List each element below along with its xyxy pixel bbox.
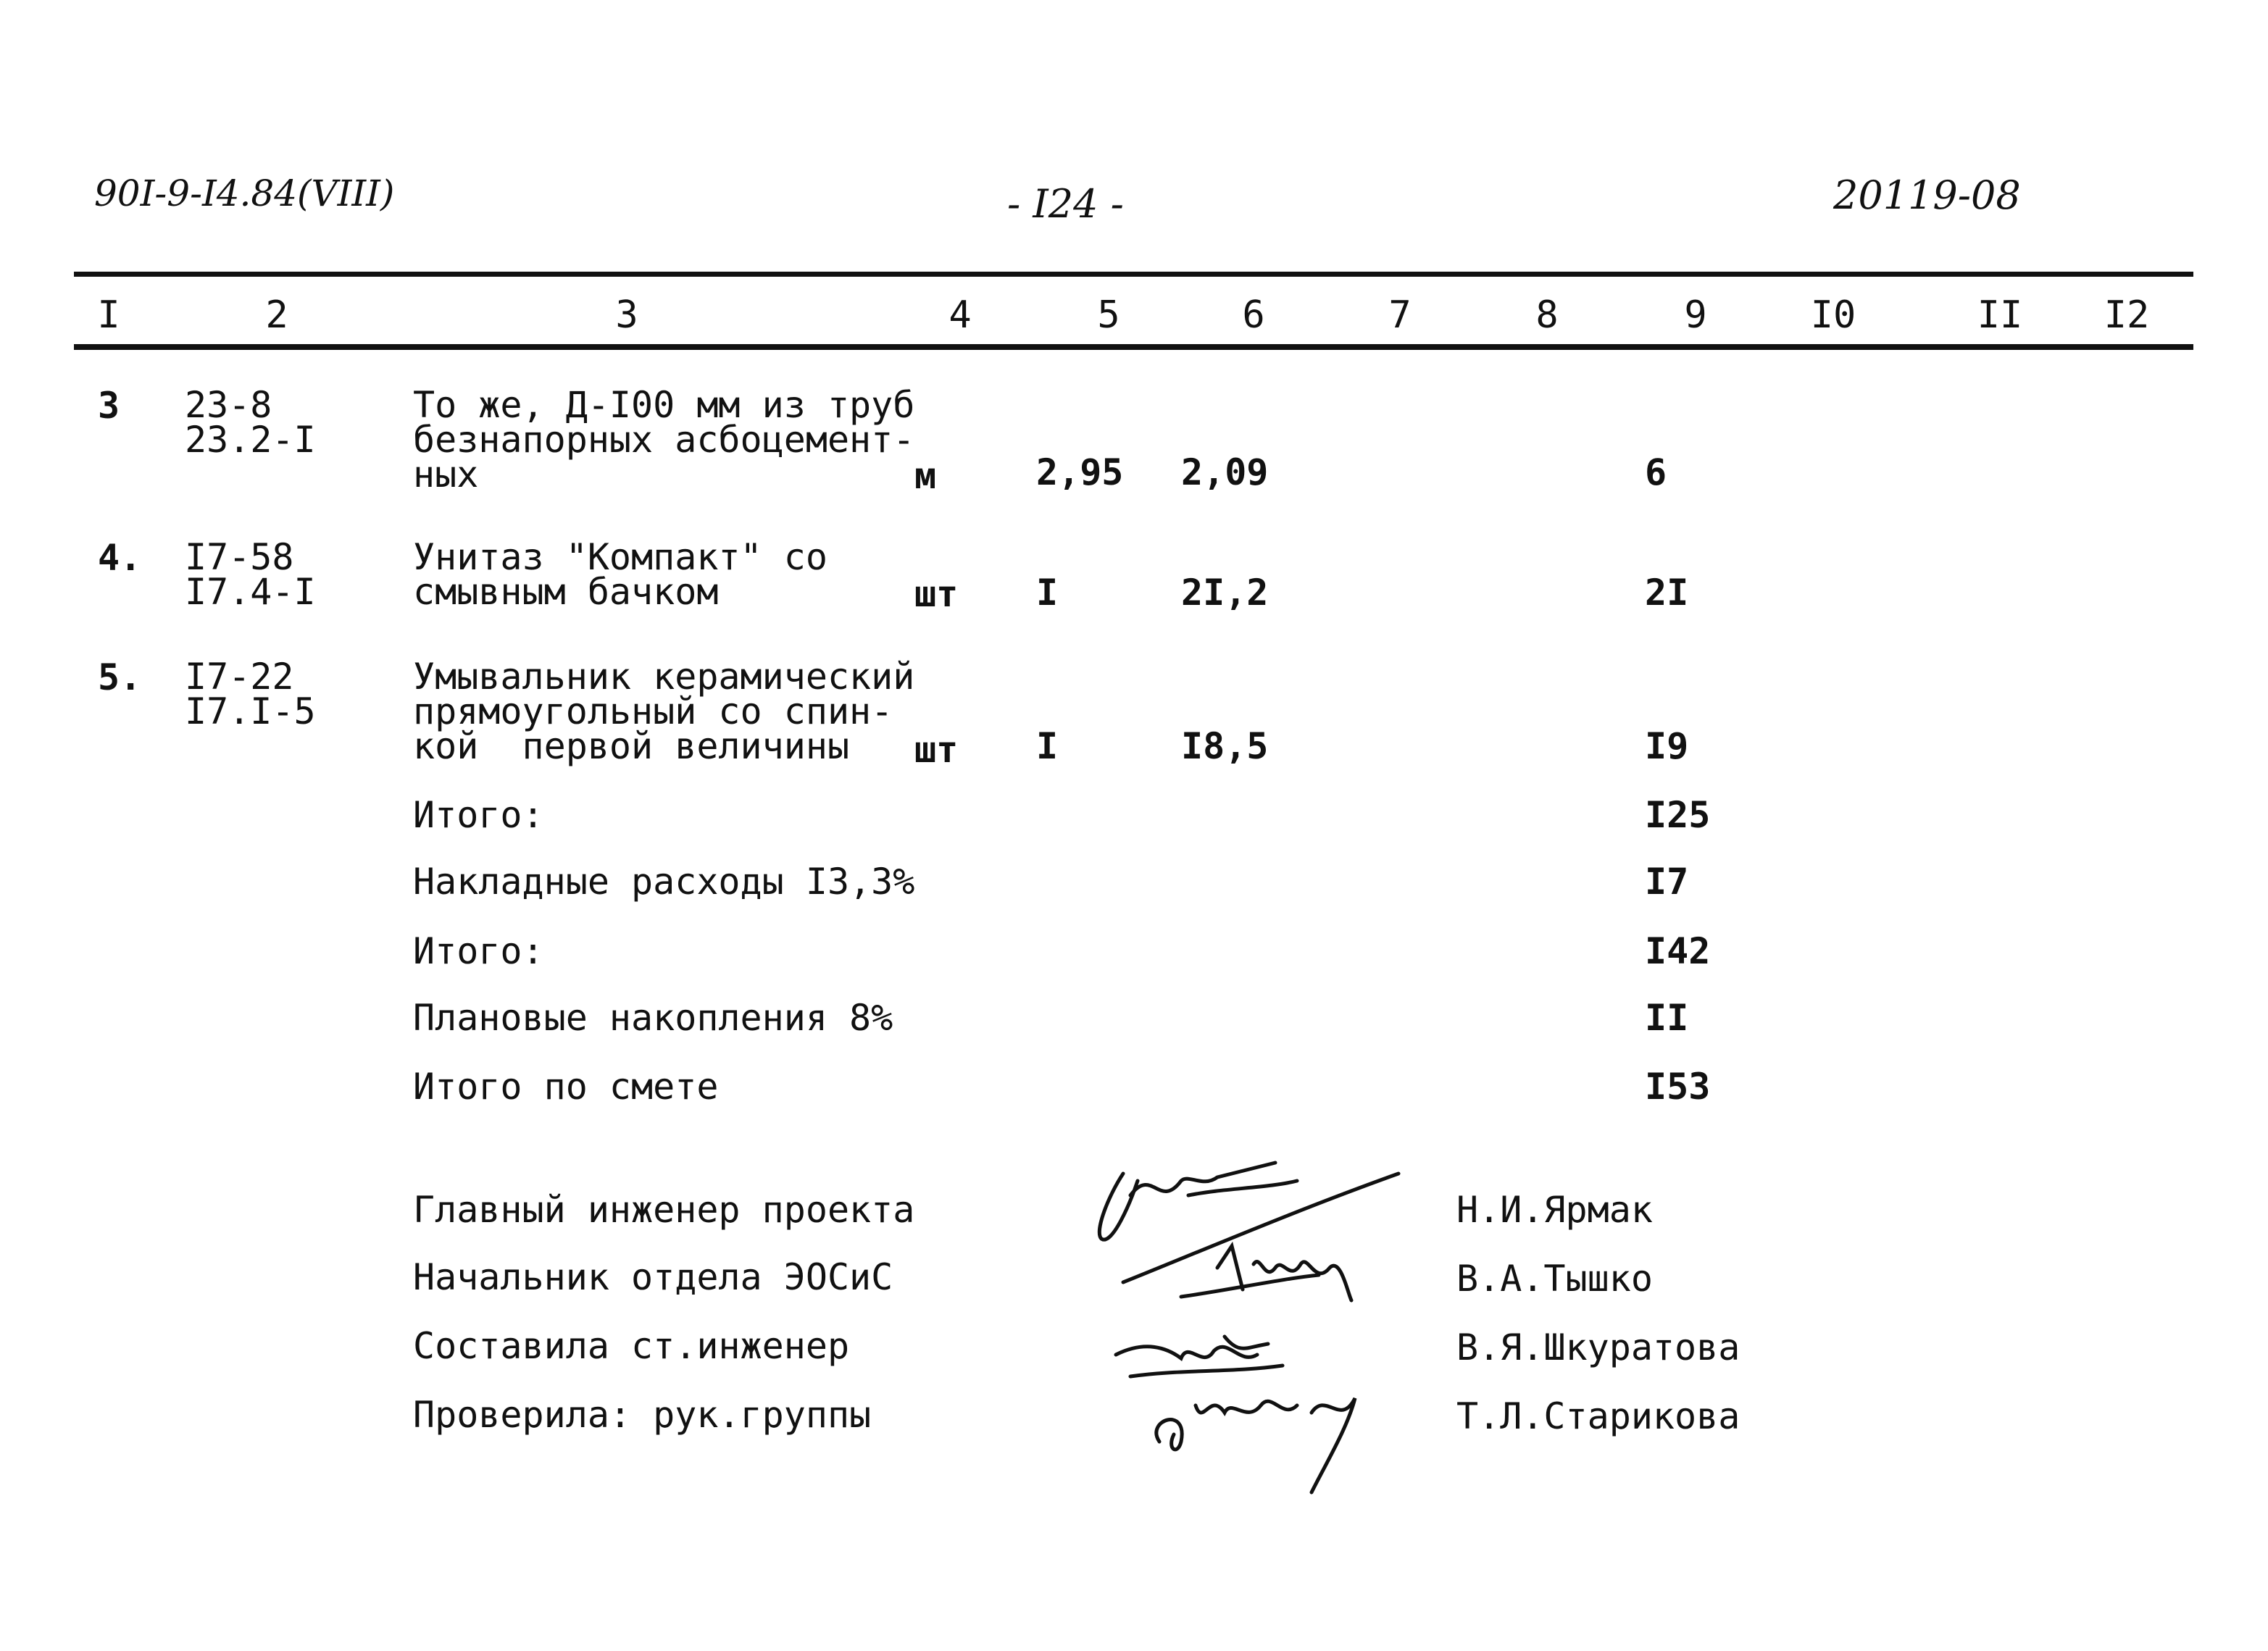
document-code: 90I-9-I4.84(VIII) [94, 172, 395, 214]
inventory-code: 20119-08 [1833, 172, 2021, 218]
row-unit: м [914, 455, 937, 497]
summary-value: II [1645, 997, 1689, 1039]
signatory-role: Главный инженер проекта [413, 1189, 915, 1231]
summary-label: Накладные расходы I3,3% [413, 861, 915, 903]
row-quantity: I [1036, 572, 1059, 614]
column-header-8: 8 [1535, 293, 1559, 337]
row-total: 2I [1645, 572, 1689, 614]
table-top-rule [74, 272, 2193, 277]
row-description: Унитаз "Компакт" со смывным бачком [413, 536, 827, 613]
row-quantity: 2,95 [1036, 451, 1124, 493]
row-unit: шт [914, 573, 959, 615]
row-total: I9 [1645, 725, 1689, 767]
summary-label: Плановые накопления 8% [413, 997, 893, 1039]
row-price: 2I,2 [1181, 572, 1269, 614]
row-price: I8,5 [1181, 725, 1269, 767]
column-header-2: 2 [265, 293, 288, 337]
row-description: То же, Д-I00 мм из труб безнапорных асбоцемент- ных [413, 384, 915, 496]
column-header-4: 4 [949, 293, 972, 337]
row-price: 2,09 [1181, 451, 1269, 493]
summary-value: I7 [1645, 861, 1689, 903]
column-header-11: II [1977, 293, 2023, 337]
row-number: 4. [98, 537, 142, 579]
row-total: 6 [1645, 451, 1667, 493]
signatory-name: В.А.Тышко [1456, 1258, 1653, 1300]
signature-department-head [1174, 1224, 1449, 1311]
column-header-6: 6 [1242, 293, 1265, 337]
row-unit: шт [914, 729, 959, 771]
summary-value: I53 [1645, 1066, 1711, 1108]
row-quantity: I [1036, 725, 1059, 767]
summary-label: Итого по смете [413, 1066, 719, 1108]
signature-reviewer [1138, 1362, 1398, 1500]
table-header-rule [74, 344, 2193, 350]
page-number: - I24 - [1007, 181, 1124, 227]
summary-value: I42 [1645, 930, 1711, 972]
signatory-name: В.Я.Шкуратова [1456, 1326, 1740, 1368]
row-code: 23-8 23.2-I [185, 384, 316, 461]
column-header-12: I2 [2104, 293, 2150, 337]
signatory-name: Н.И.Ярмак [1456, 1189, 1653, 1231]
summary-label: Итого: [413, 794, 544, 836]
column-header-1: I [97, 293, 120, 337]
row-number: 3 [98, 385, 120, 427]
column-header-10: I0 [1810, 293, 1856, 337]
signatory-role: Проверила: рук.группы [413, 1394, 872, 1436]
signatory-name: Т.Л.Старикова [1456, 1395, 1740, 1437]
summary-label: Итого: [413, 930, 544, 972]
row-description: Умывальник керамический прямоугольный со спин- кой первой величины [413, 656, 915, 767]
row-code: I7-58 I7.4-I [185, 536, 316, 613]
row-number: 5. [98, 656, 142, 698]
column-header-9: 9 [1684, 293, 1707, 337]
summary-value: I25 [1645, 794, 1711, 836]
column-header-3: 3 [615, 293, 638, 337]
row-code: I7-22 I7.I-5 [185, 656, 316, 732]
signatory-role: Составила ст.инженер [413, 1325, 850, 1367]
column-header-5: 5 [1097, 293, 1120, 337]
signatory-role: Начальник отдела ЭОСиС [413, 1256, 893, 1298]
column-header-7: 7 [1388, 293, 1412, 337]
